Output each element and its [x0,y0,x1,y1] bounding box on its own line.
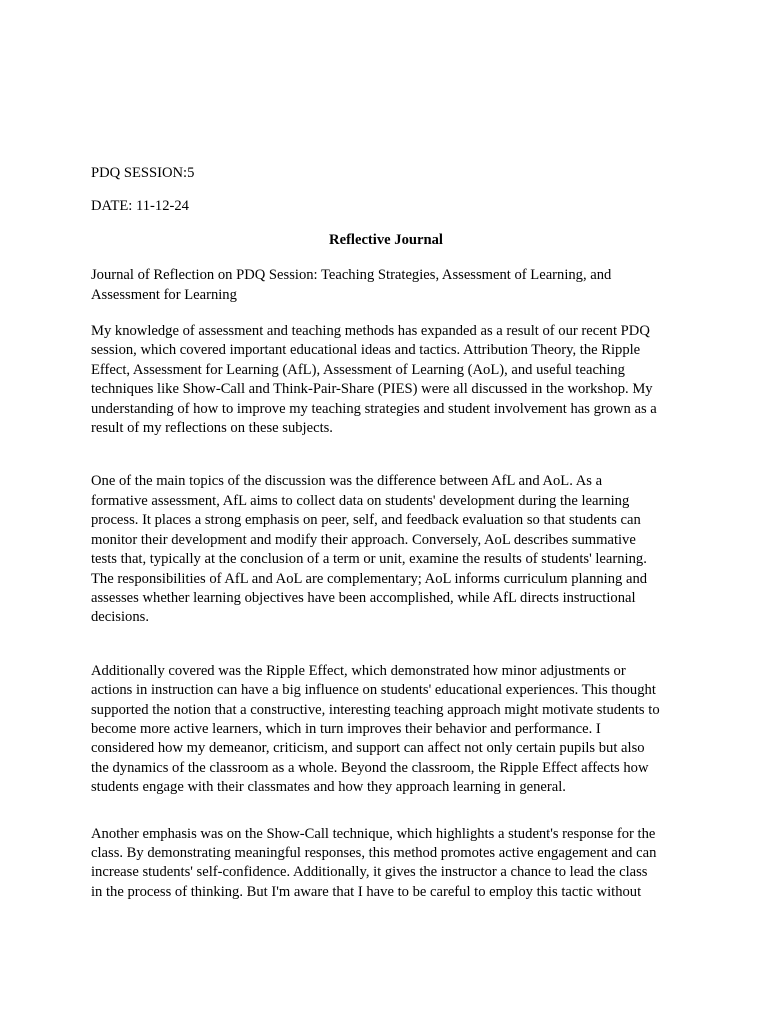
paragraph-line: Another emphasis was on the Show-Call technique, which highlights a student's response for the [91,825,656,842]
date-label: DATE: 11-12-24 [91,198,189,215]
document-subtitle [91,266,681,305]
paragraph-line: techniques like Show-Call and Think-Pair-Share (PIES) were all discussed in the workshop. My [91,381,653,398]
paragraph-line: understanding of how to improve my teaching strategies and student involvement has grown as a [91,400,657,417]
paragraph-line: My knowledge of assessment and teaching methods has expanded as a result of our recent PDQ [91,323,650,340]
paragraph-line: decisions. [91,609,149,626]
paragraph-line: process. It places a strong emphasis on peer, self, and feedback evaluation so that students can [91,512,641,529]
paragraph-line: students engage with their classmates and how they approach learning in general. [91,779,566,796]
subtitle-line: Assessment for Learning [91,286,237,303]
paragraph-line: Effect, Assessment for Learning (AfL), Assessment of Learning (AoL), and useful teaching [91,361,625,378]
paragraph-intro [91,322,681,438]
paragraph-line: assesses whether learning objectives have been accomplished, while AfL directs instructional [91,589,636,606]
paragraph-line: One of the main topics of the discussion was the difference between AfL and AoL. As a [91,473,603,490]
paragraph-line: the dynamics of the classroom as a whole. Beyond the classroom, the Ripple Effect affects how [91,759,649,776]
paragraph-afl-aol [91,472,681,627]
paragraph-show-call [91,825,681,903]
paragraph-ripple-effect [91,662,681,798]
paragraph-line: considered how my demeanor, criticism, and support can affect not only certain pupils but also [91,740,645,757]
paragraph-line: increase students' self-confidence. Additionally, it gives the instructor a chance to lead the class [91,864,648,881]
paragraph-line: supported the notion that a constructive, interesting teaching approach might motivate students to [91,701,660,718]
paragraph-line: tests that, typically at the conclusion of a term or unit, examine the results of students' learning. [91,551,647,568]
paragraph-line: result of my reflections on these subjects. [91,420,333,437]
document-title: Reflective Journal [329,231,443,248]
document-body [91,164,681,936]
subtitle-line: Journal of Reflection on PDQ Session: Teaching Strategies, Assessment of Learning, and [91,267,612,284]
paragraph-line: The responsibilities of AfL and AoL are complementary; AoL informs curriculum planning and [91,570,648,587]
session-label: PDQ SESSION:5 [91,165,195,181]
paragraph-line: Additionally covered was the Ripple Effect, which demonstrated how minor adjustments or [91,662,626,679]
paragraph-line: monitor their development and modify their approach. Conversely, AoL describes summative [91,531,636,548]
paragraph-line: session, which covered important educational ideas and tactics. Attribution Theory, the Ripple [91,342,641,359]
paragraph-line: class. By demonstrating meaningful responses, this method promotes active engagement and can [91,844,657,861]
paragraph-line: formative assessment, AfL aims to collect data on students' development during the learning [91,492,630,509]
paragraph-line: in the process of thinking. But I'm aware that I have to be careful to employ this tactic without [91,883,642,900]
paragraph-line: become more active learners, which in turn improves their behavior and performance. I [91,720,601,737]
paragraph-line: actions in instruction can have a big influence on students' educational experiences. This thought [91,682,656,699]
